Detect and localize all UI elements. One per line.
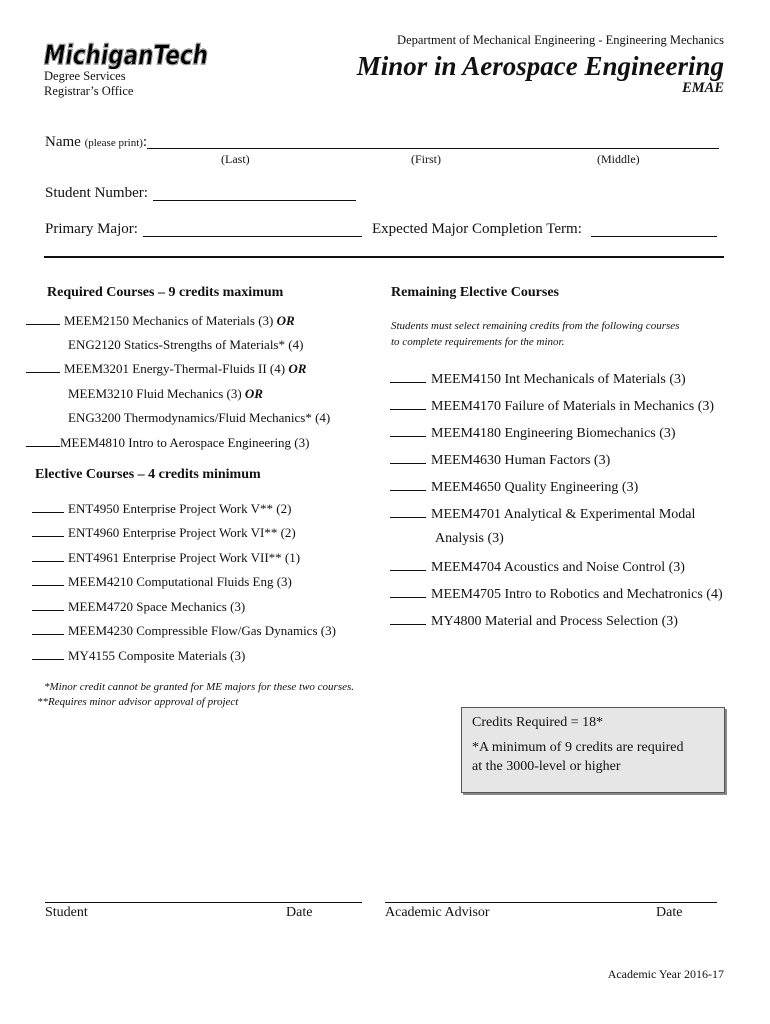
credits-required-box	[461, 707, 725, 793]
remaining-course-row	[390, 451, 610, 469]
page-title: Minor in Aerospace Engineering	[356, 51, 724, 81]
checkbox-blank[interactable]	[390, 558, 426, 571]
credits-required-text: Credits Required = 18*	[472, 715, 604, 730]
checkbox-blank[interactable]	[32, 501, 64, 513]
elective-course-row	[32, 525, 296, 541]
course-text: MEEM4720 Space Mechanics (3)	[68, 599, 246, 614]
remaining-note-line2: to complete requirements for the minor.	[391, 336, 565, 348]
student-number-label: Student Number:	[45, 185, 148, 201]
checkbox-blank[interactable]	[32, 623, 64, 635]
logo-outline: MichiganTech	[44, 40, 208, 69]
checkbox-blank[interactable]	[390, 451, 426, 464]
checkbox-blank[interactable]	[32, 525, 64, 537]
remaining-course-continuation: Analysis (3)	[435, 531, 504, 546]
remaining-course-row	[390, 424, 676, 442]
checkbox-blank[interactable]	[390, 370, 426, 383]
required-course-alt	[68, 386, 263, 402]
advisor-signature-line[interactable]	[385, 888, 717, 903]
first-name-caption: (First)	[411, 152, 441, 166]
checkbox-blank[interactable]	[390, 478, 426, 491]
student-signature-line[interactable]	[45, 888, 362, 903]
elective-course-row	[32, 648, 245, 664]
course-text: MEEM4180 Engineering Biomechanics (3)	[431, 426, 676, 441]
program-code: EMAE	[682, 80, 724, 96]
advisor-date-label: Date	[656, 905, 683, 920]
course-text: ENT4960 Enterprise Project Work VI** (2)	[68, 525, 296, 540]
checkbox-blank[interactable]	[390, 424, 426, 437]
course-text: MEEM4210 Computational Fluids Eng (3)	[68, 574, 292, 589]
name-field[interactable]	[147, 134, 719, 149]
or-label: OR	[244, 386, 263, 401]
elective-course-row	[32, 550, 300, 566]
remaining-note-line1: Students must select remaining credits from the following courses	[391, 320, 680, 332]
required-course-alt: ENG2120 Statics-Strengths of Materials* (4)	[68, 337, 304, 352]
remaining-course-row	[390, 558, 685, 576]
last-name-caption: (Last)	[221, 152, 250, 166]
academic-year: Academic Year 2016-17	[607, 967, 724, 981]
course-text: MEEM4170 Failure of Materials in Mechanics (3)	[431, 399, 715, 414]
course-text: MEEM4810 Intro to Aerospace Engineering (3)	[60, 435, 310, 450]
credits-level-note-line1: *A minimum of 9 credits are required	[472, 740, 684, 755]
course-text: MEEM4630 Human Factors (3)	[431, 453, 611, 468]
michigan-tech-logo	[42, 37, 210, 69]
checkbox-blank[interactable]	[390, 612, 426, 625]
office-line1: Degree Services	[44, 69, 126, 83]
course-text: MEEM4650 Quality Engineering (3)	[431, 480, 639, 495]
or-label: OR	[276, 313, 295, 328]
office-line2: Registrar’s Office	[44, 84, 134, 98]
or-label: OR	[288, 361, 307, 376]
elective-course-row	[32, 574, 292, 590]
advisor-signature-label: Academic Advisor	[385, 905, 490, 920]
required-course-row	[26, 361, 306, 377]
course-text: MEEM3210 Fluid Mechanics (3)	[68, 386, 242, 401]
logo-text: MichiganTech	[44, 40, 208, 69]
name-label: Name	[45, 134, 81, 150]
student-number-field[interactable]	[153, 186, 356, 201]
department-name: Department of Mechanical Engineering - Engineering Mechanics	[397, 33, 724, 47]
checkbox-blank[interactable]	[390, 585, 426, 598]
completion-term-label: Expected Major Completion Term:	[372, 221, 582, 237]
middle-name-caption: (Middle)	[597, 152, 640, 166]
section-divider	[44, 256, 724, 258]
course-text: MY4155 Composite Materials (3)	[68, 648, 246, 663]
course-text: MEEM4150 Int Mechanicals of Materials (3)	[431, 372, 686, 387]
primary-major-label: Primary Major:	[45, 221, 138, 237]
primary-major-field[interactable]	[143, 222, 362, 237]
course-text: MEEM4705 Intro to Robotics and Mechatronics (4)	[431, 587, 723, 602]
course-text: MEEM2150 Mechanics of Materials (3)	[64, 313, 274, 328]
student-signature-label: Student	[45, 905, 88, 920]
remaining-course-row	[390, 397, 714, 415]
elective-course-row	[32, 599, 245, 615]
checkbox-blank[interactable]	[32, 550, 64, 562]
remaining-course-row	[390, 370, 686, 388]
course-text: ENT4950 Enterprise Project Work V** (2)	[68, 501, 292, 516]
remaining-course-row	[390, 612, 678, 630]
checkbox-blank[interactable]	[390, 505, 426, 518]
checkbox-blank[interactable]	[26, 435, 60, 447]
elective-course-row	[32, 623, 336, 639]
checkbox-blank[interactable]	[390, 397, 426, 410]
course-text: MY4800 Material and Process Selection (3)	[431, 614, 678, 629]
completion-term-field[interactable]	[591, 222, 717, 237]
required-courses-heading: Required Courses – 9 credits maximum	[47, 285, 284, 300]
name-colon: :	[142, 134, 148, 150]
course-text: MEEM4704 Acoustics and Noise Control (3)	[431, 560, 685, 575]
checkbox-blank[interactable]	[26, 361, 60, 373]
remaining-course-row	[390, 478, 638, 496]
course-text: ENT4961 Enterprise Project Work VII** (1)	[68, 550, 301, 565]
elective-courses-heading: Elective Courses – 4 credits minimum	[35, 467, 261, 482]
course-text: MEEM4701 Analytical & Experimental Modal	[431, 507, 696, 522]
checkbox-blank[interactable]	[32, 648, 64, 660]
required-course-row	[26, 435, 309, 451]
required-course-row	[26, 313, 295, 329]
course-text: MEEM3201 Energy-Thermal-Fluids II (4)	[64, 361, 286, 376]
checkbox-blank[interactable]	[32, 574, 64, 586]
remaining-course-row	[390, 505, 695, 523]
footnote-double-star: **Requires minor advisor approval of project	[37, 696, 239, 708]
checkbox-blank[interactable]	[32, 599, 64, 611]
elective-course-row	[32, 501, 291, 517]
checkbox-blank[interactable]	[26, 313, 60, 325]
credits-level-note-line2: at the 3000-level or higher	[472, 759, 621, 774]
name-hint: (please print)	[84, 137, 143, 149]
footnote-single-star: *Minor credit cannot be granted for ME majors for these two courses.	[44, 681, 355, 693]
student-date-label: Date	[286, 905, 313, 920]
remaining-electives-heading: Remaining Elective Courses	[391, 285, 559, 300]
remaining-course-row	[390, 585, 723, 603]
required-course-alt: ENG3200 Thermodynamics/Fluid Mechanics* (4)	[68, 410, 331, 425]
course-text: MEEM4230 Compressible Flow/Gas Dynamics (3)	[68, 623, 336, 638]
name-label-group	[45, 134, 147, 151]
